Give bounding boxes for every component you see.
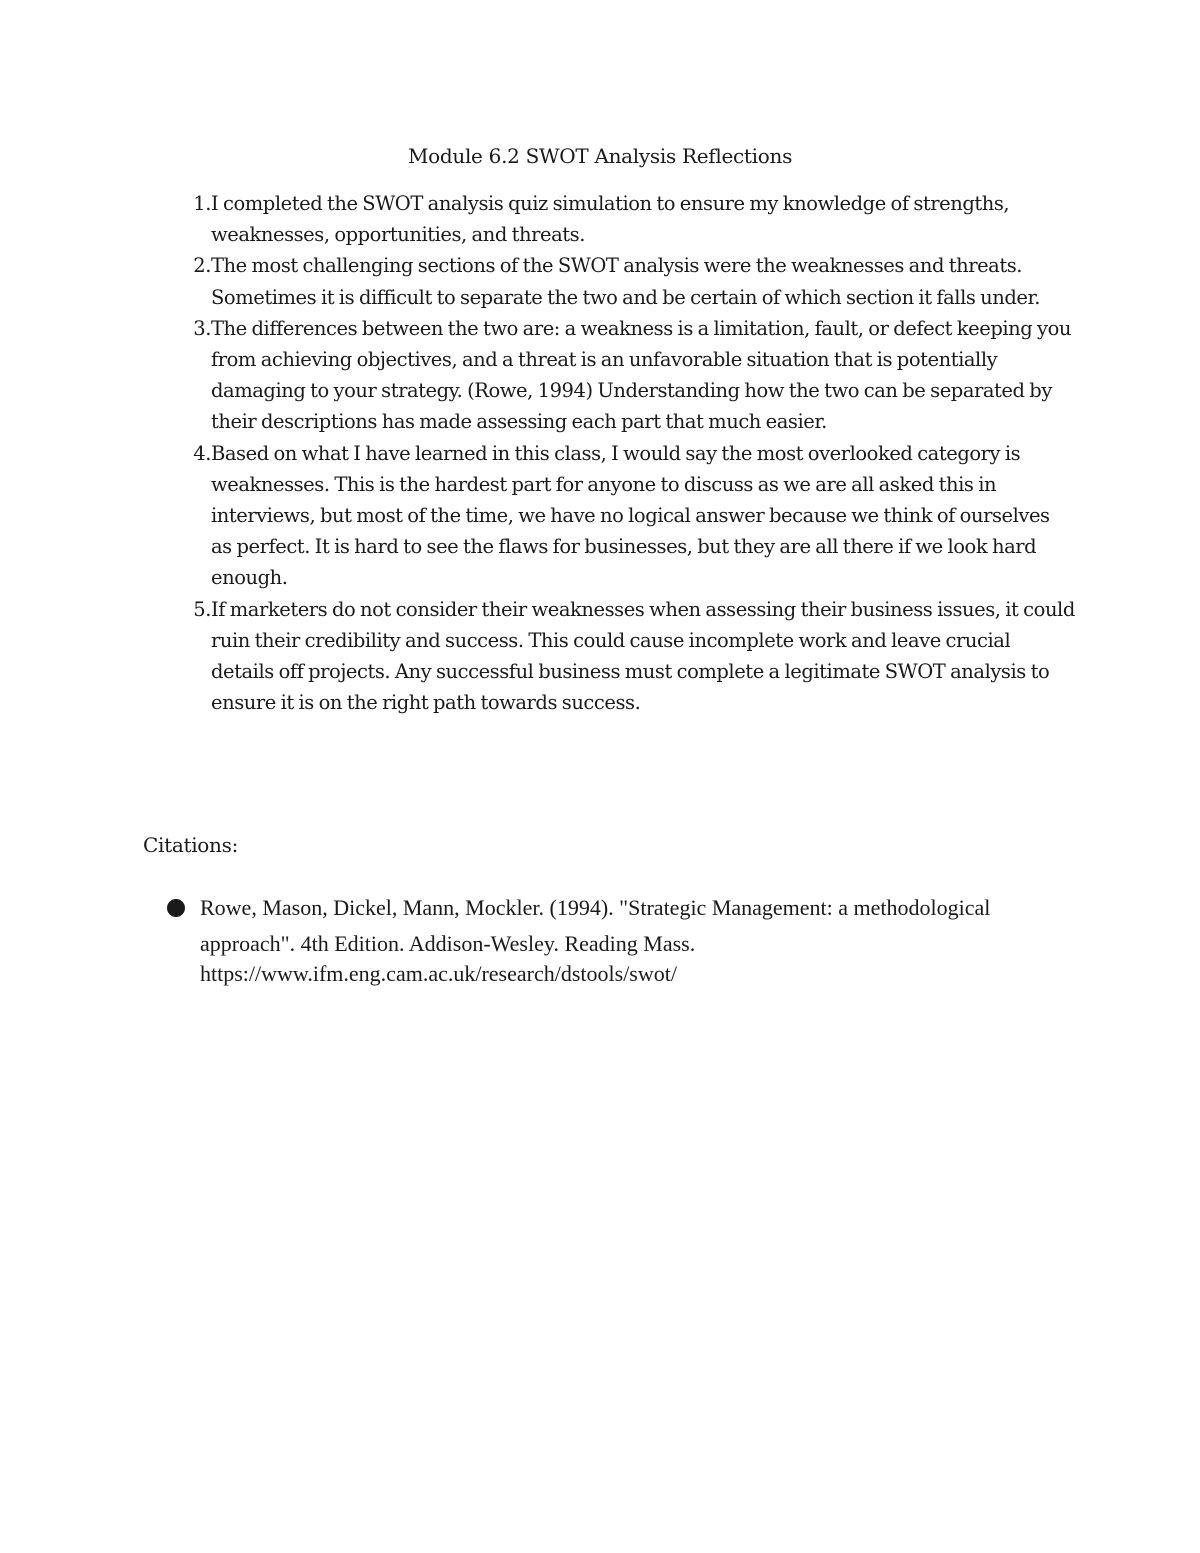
citation-text: Rowe, Mason, Dickel, Mann, Mockler. (1994). "Strategic Management: a methodological approach". 4th Edition. Addison-Wesley. Reading Mass. <box>200 895 991 956</box>
list-item <box>145 188 1075 250</box>
list-item-number: 4. <box>193 441 211 465</box>
list-item-text: If marketers do not consider their weaknesses when assessing their business issues, it could ruin their credibility and success. This could cause incomplete work and leave crucial details off projects. Any successful business must complete a legitimate SWOT analysis to ensure it is on the right path towards success. <box>211 597 1075 715</box>
bullet-icon <box>165 890 200 988</box>
citation-entry <box>165 890 1075 988</box>
list-item-text: The differences between the two are: a weakness is a limitation, fault, or defect keeping you from achieving objectives, and a threat is an unfavorable situation that is potentially damaging to your strategy. (Rowe, 1994) Understanding how the two can be separated by their descriptions has made assessing each part that much easier. <box>211 316 1072 434</box>
list-item-number: 5. <box>193 597 211 621</box>
citations-heading: Citations: <box>143 833 239 857</box>
list-item-number: 2. <box>193 254 211 278</box>
list-item <box>145 250 1075 312</box>
list-item <box>145 313 1075 438</box>
page-title: Module 6.2 SWOT Analysis Reflections <box>407 144 793 168</box>
list-item <box>145 438 1075 594</box>
list-item-number: 1. <box>193 192 211 215</box>
list-item <box>145 594 1075 719</box>
list-item-text: Based on what I have learned in this class, I would say the most overlooked category is weaknesses. This is the hardest part for anyone to discuss as we are all asked this in interviews, but most of the time, we have no logical answer because we think of ourselves as perfect. It is hard to see the flaws for businesses, but they are all there if we look hard enough. <box>211 441 1050 590</box>
reflections-list <box>145 188 1075 718</box>
citation-url: https://www.ifm.eng.cam.ac.uk/research/dstools/swot/ <box>200 961 677 986</box>
list-item-text: I completed the SWOT analysis quiz simulation to ensure my knowledge of strengths, weaknesses, opportunities, and threats. <box>211 192 1010 247</box>
list-item-number: 3. <box>193 316 211 340</box>
list-item-text: The most challenging sections of the SWOT analysis were the weaknesses and threats. Sometimes it is difficult to separate the two and be certain of which section it falls under. <box>211 254 1040 309</box>
